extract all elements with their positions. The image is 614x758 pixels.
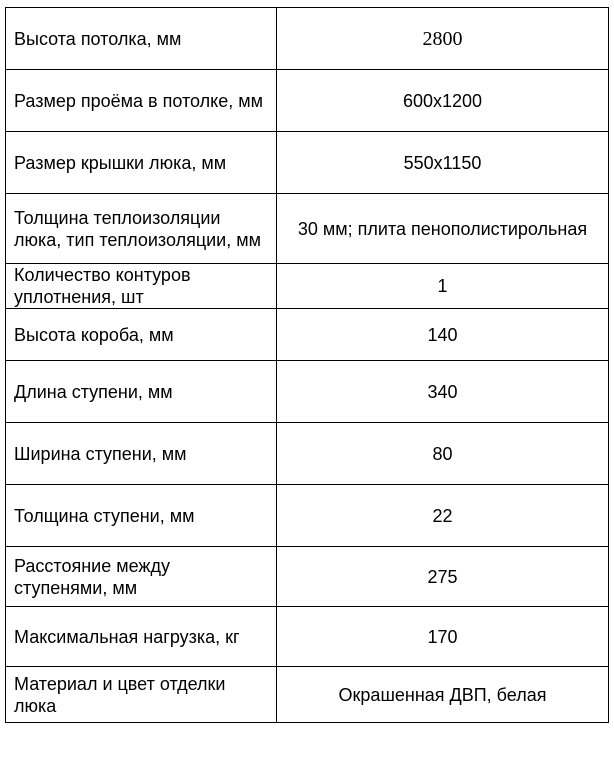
param-label: Ширина ступени, мм xyxy=(6,423,277,485)
param-value: 170 xyxy=(277,607,609,667)
param-value: 1 xyxy=(277,264,609,309)
table-row xyxy=(6,547,609,607)
param-label: Размер проёма в потолке, мм xyxy=(6,70,277,132)
table-row xyxy=(6,132,609,194)
table-row xyxy=(6,194,609,264)
param-label: Количество контуров уплотнения, шт xyxy=(6,264,277,309)
param-value: 140 xyxy=(277,309,609,361)
param-value: 80 xyxy=(277,423,609,485)
table-row xyxy=(6,423,609,485)
param-value: 550x1150 xyxy=(277,132,609,194)
param-value: Окрашенная ДВП, белая xyxy=(277,667,609,723)
param-label: Размер крышки люка, мм xyxy=(6,132,277,194)
param-label: Толщина теплоизоляции люка, тип теплоизоляции, мм xyxy=(6,194,277,264)
param-label: Максимальная нагрузка, кг xyxy=(6,607,277,667)
table-row xyxy=(6,309,609,361)
param-value: 22 xyxy=(277,485,609,547)
table-row xyxy=(6,607,609,667)
table-row xyxy=(6,361,609,423)
table-row xyxy=(6,264,609,309)
param-label: Толщина ступени, мм xyxy=(6,485,277,547)
param-value: 275 xyxy=(277,547,609,607)
table-row xyxy=(6,70,609,132)
table-row xyxy=(6,667,609,723)
param-value: 2800 xyxy=(277,8,609,70)
param-value: 30 мм; плита пенополистирольная xyxy=(277,194,609,264)
table-row xyxy=(6,485,609,547)
param-label: Расстояние между ступенями, мм xyxy=(6,547,277,607)
param-label: Длина ступени, мм xyxy=(6,361,277,423)
param-label: Высота короба, мм xyxy=(6,309,277,361)
param-value: 340 xyxy=(277,361,609,423)
param-label: Высота потолка, мм xyxy=(6,8,277,70)
spec-table xyxy=(5,7,609,723)
table-row xyxy=(6,8,609,70)
param-value: 600x1200 xyxy=(277,70,609,132)
param-label: Материал и цвет отделки люка xyxy=(6,667,277,723)
